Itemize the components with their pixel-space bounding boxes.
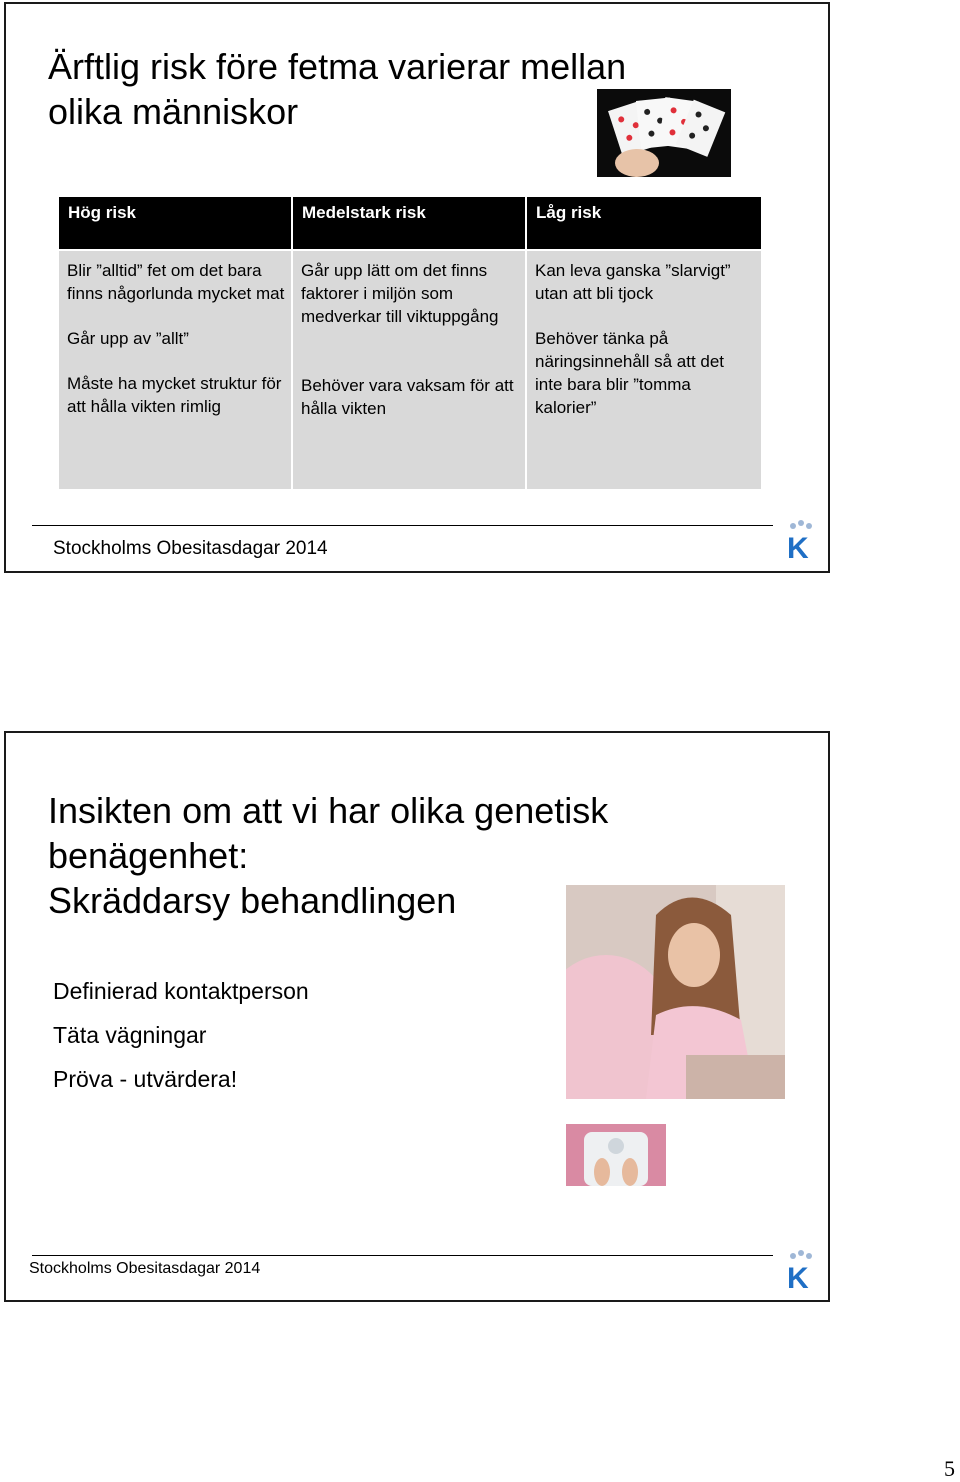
cell-high-risk [59,251,291,489]
slide-2-title-line-3: Skräddarsy behandlingen [48,880,457,921]
slide-1-title: Ärftlig risk före fetma varierar mellan olika människor [48,46,627,132]
bathroom-scale-photo [566,1124,666,1186]
high-risk-text-3: Måste ha mycket struktur för att hålla vikten rimlig [67,374,282,416]
cell-low-risk [527,251,761,489]
bullet-item: Täta vägningar [53,1022,207,1048]
footer-divider [32,1255,773,1256]
k-logo-icon [785,1248,815,1293]
bullet-item: Pröva - utvärdera! [53,1066,238,1092]
high-risk-text-1: Blir ”alltid” fet om det bara finns någorlunda mycket mat [67,261,285,303]
medium-risk-text-1: Går upp lätt om det finns faktorer i miljön som medverkar till viktuppgång [301,261,499,326]
risk-table [59,197,761,489]
svg-text:K: K [787,532,809,563]
header-low-risk: Låg risk [527,197,761,249]
medium-risk-text-2: Behöver vara vaksam för att hålla vikten [301,376,514,418]
slide-2-title-line-1: Insikten om att vi har olika genetisk [48,790,609,831]
svg-text:K: K [787,1262,809,1293]
slide-2-footer: Stockholms Obesitasdagar 2014 [29,1260,261,1277]
bullet-item: Definierad kontaktperson [53,978,309,1004]
header-medium-risk: Medelstark risk [293,197,525,249]
slide-2-bullet-list [53,978,309,1110]
teenager-consultation-photo [566,885,785,1099]
page-number: 5 [944,1456,955,1481]
cell-medium-risk [293,251,525,489]
low-risk-text-2: Behöver tänka på näringsinnehåll så att det inte bara blir ”tomma kalorier” [535,329,725,417]
footer-divider [32,525,773,526]
k-logo-icon [785,518,815,563]
header-high-risk: Hög risk [59,197,291,249]
slide-2-title-line-2: benägenhet: [48,835,249,876]
slide-1-footer: Stockholms Obesitasdagar 2014 [53,538,328,559]
low-risk-text-1: Kan leva ganska ”slarvigt” utan att bli tjock [535,261,731,303]
playing-cards-image [597,89,731,177]
high-risk-text-2: Går upp av ”allt” [67,329,189,348]
